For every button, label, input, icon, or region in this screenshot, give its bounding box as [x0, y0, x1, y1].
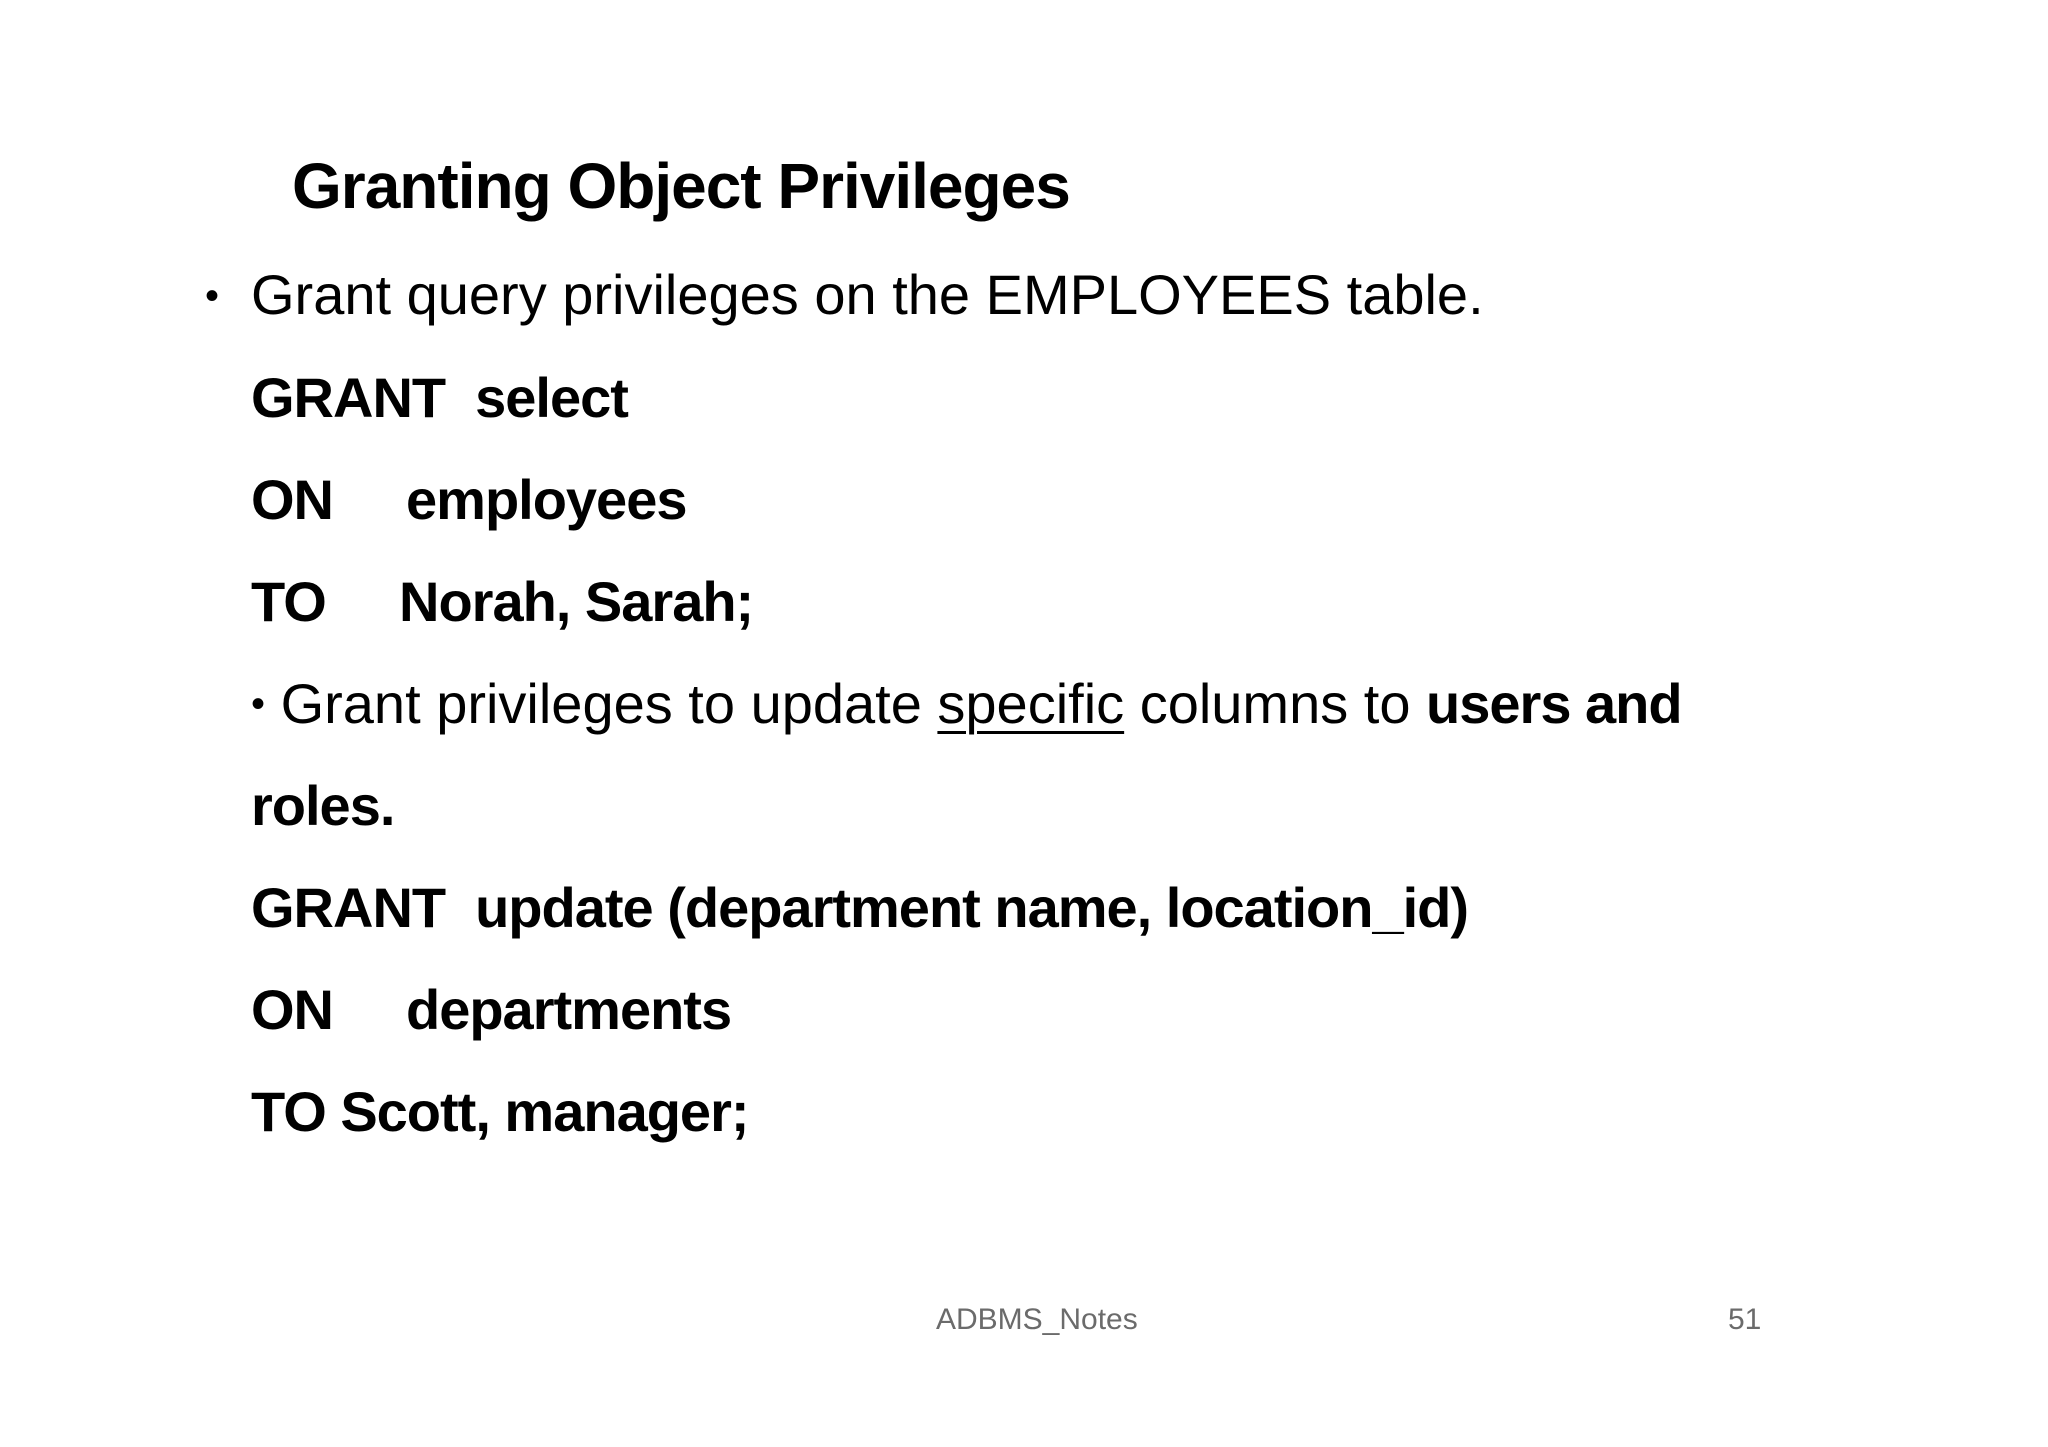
page-number: 51: [1728, 1303, 1762, 1336]
code2-value-departments: departments: [406, 978, 732, 1041]
bullet-icon: •: [251, 682, 266, 726]
code1-line-to: [251, 570, 753, 634]
code2-line-to: TO Scott, manager;: [251, 1080, 749, 1143]
code2-line-on: [251, 978, 731, 1042]
bullet-icon: •: [205, 274, 220, 318]
bullet2-text-before: Grant privileges to update: [280, 672, 938, 735]
code2-keyword-on: ON: [251, 978, 333, 1041]
code1-value-select: select: [475, 366, 628, 429]
bullet2-underlined-word: specific: [937, 672, 1125, 735]
slide-title: Granting Object Privileges: [292, 150, 1070, 222]
code1-keyword-to: TO: [251, 570, 326, 633]
code1-value-employees: employees: [406, 468, 687, 531]
code1-value-recipients: Norah, Sarah;: [399, 570, 754, 633]
bullet2-text-middle: columns to: [1124, 672, 1427, 735]
code1-keyword-on: ON: [251, 468, 333, 531]
footer-label: ADBMS_Notes: [936, 1303, 1138, 1336]
code2-keyword-grant: GRANT: [251, 876, 446, 939]
code2-value-update: update (department name, location_id): [475, 876, 1468, 939]
code1-keyword-grant: GRANT: [251, 366, 446, 429]
bullet-text-update-privileges: [251, 672, 1682, 736]
bullet-text-query-privileges: Grant query privileges on the EMPLOYEES table.: [251, 263, 1484, 326]
bullet2-bold-end: users and: [1426, 672, 1682, 735]
code1-line-grant: [251, 366, 628, 430]
code1-line-on: [251, 468, 687, 532]
bullet2-continuation: roles.: [251, 774, 395, 837]
code2-line-grant: [251, 876, 1468, 940]
